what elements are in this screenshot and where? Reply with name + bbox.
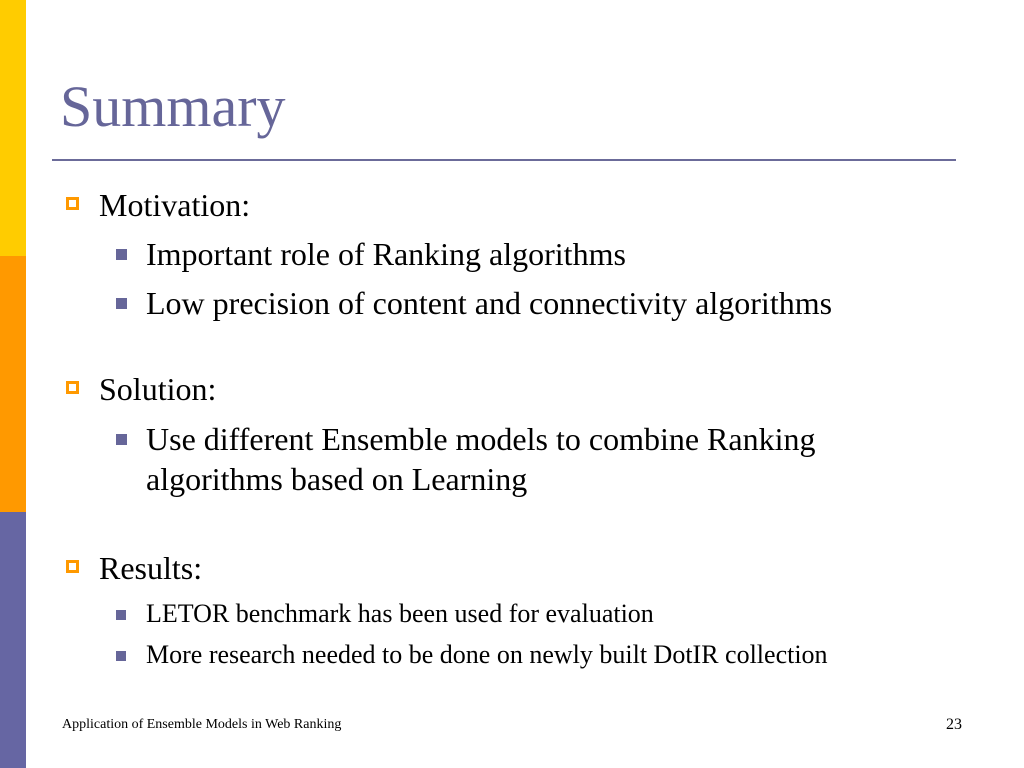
list-item-text: Low precision of content and connectivity algorithms xyxy=(146,285,833,321)
accent-bar-yellow xyxy=(0,0,26,256)
left-accent-bar xyxy=(0,0,26,768)
hollow-square-bullet-icon xyxy=(66,381,79,394)
square-bullet-icon xyxy=(116,434,127,445)
square-bullet-icon xyxy=(116,651,126,661)
list-item-text: Use different Ensemble models to combine Ranking xyxy=(146,421,816,457)
list-item-text: More research needed to be done on newly built DotIR collection xyxy=(146,640,828,669)
section-heading: Solution: xyxy=(99,371,217,407)
accent-bar-orange xyxy=(0,256,26,512)
square-bullet-icon xyxy=(116,249,127,260)
square-bullet-icon xyxy=(116,610,126,620)
slide-title: Summary xyxy=(60,74,286,139)
accent-bar-purple xyxy=(0,512,26,768)
slide-number: 23 xyxy=(946,716,962,733)
list-item-text: LETOR benchmark has been used for evaluation xyxy=(146,599,654,628)
section-heading: Results: xyxy=(99,550,203,586)
footer-presentation-title: Application of Ensemble Models in Web Ranking xyxy=(62,717,342,732)
hollow-square-bullet-icon xyxy=(66,197,79,210)
title-divider xyxy=(52,159,956,161)
section-heading: Motivation: xyxy=(99,187,251,223)
list-item-text: algorithms based on Learning xyxy=(146,461,528,497)
square-bullet-icon xyxy=(116,298,127,309)
list-item-text: Important role of Ranking algorithms xyxy=(146,236,626,272)
hollow-square-bullet-icon xyxy=(66,560,79,573)
